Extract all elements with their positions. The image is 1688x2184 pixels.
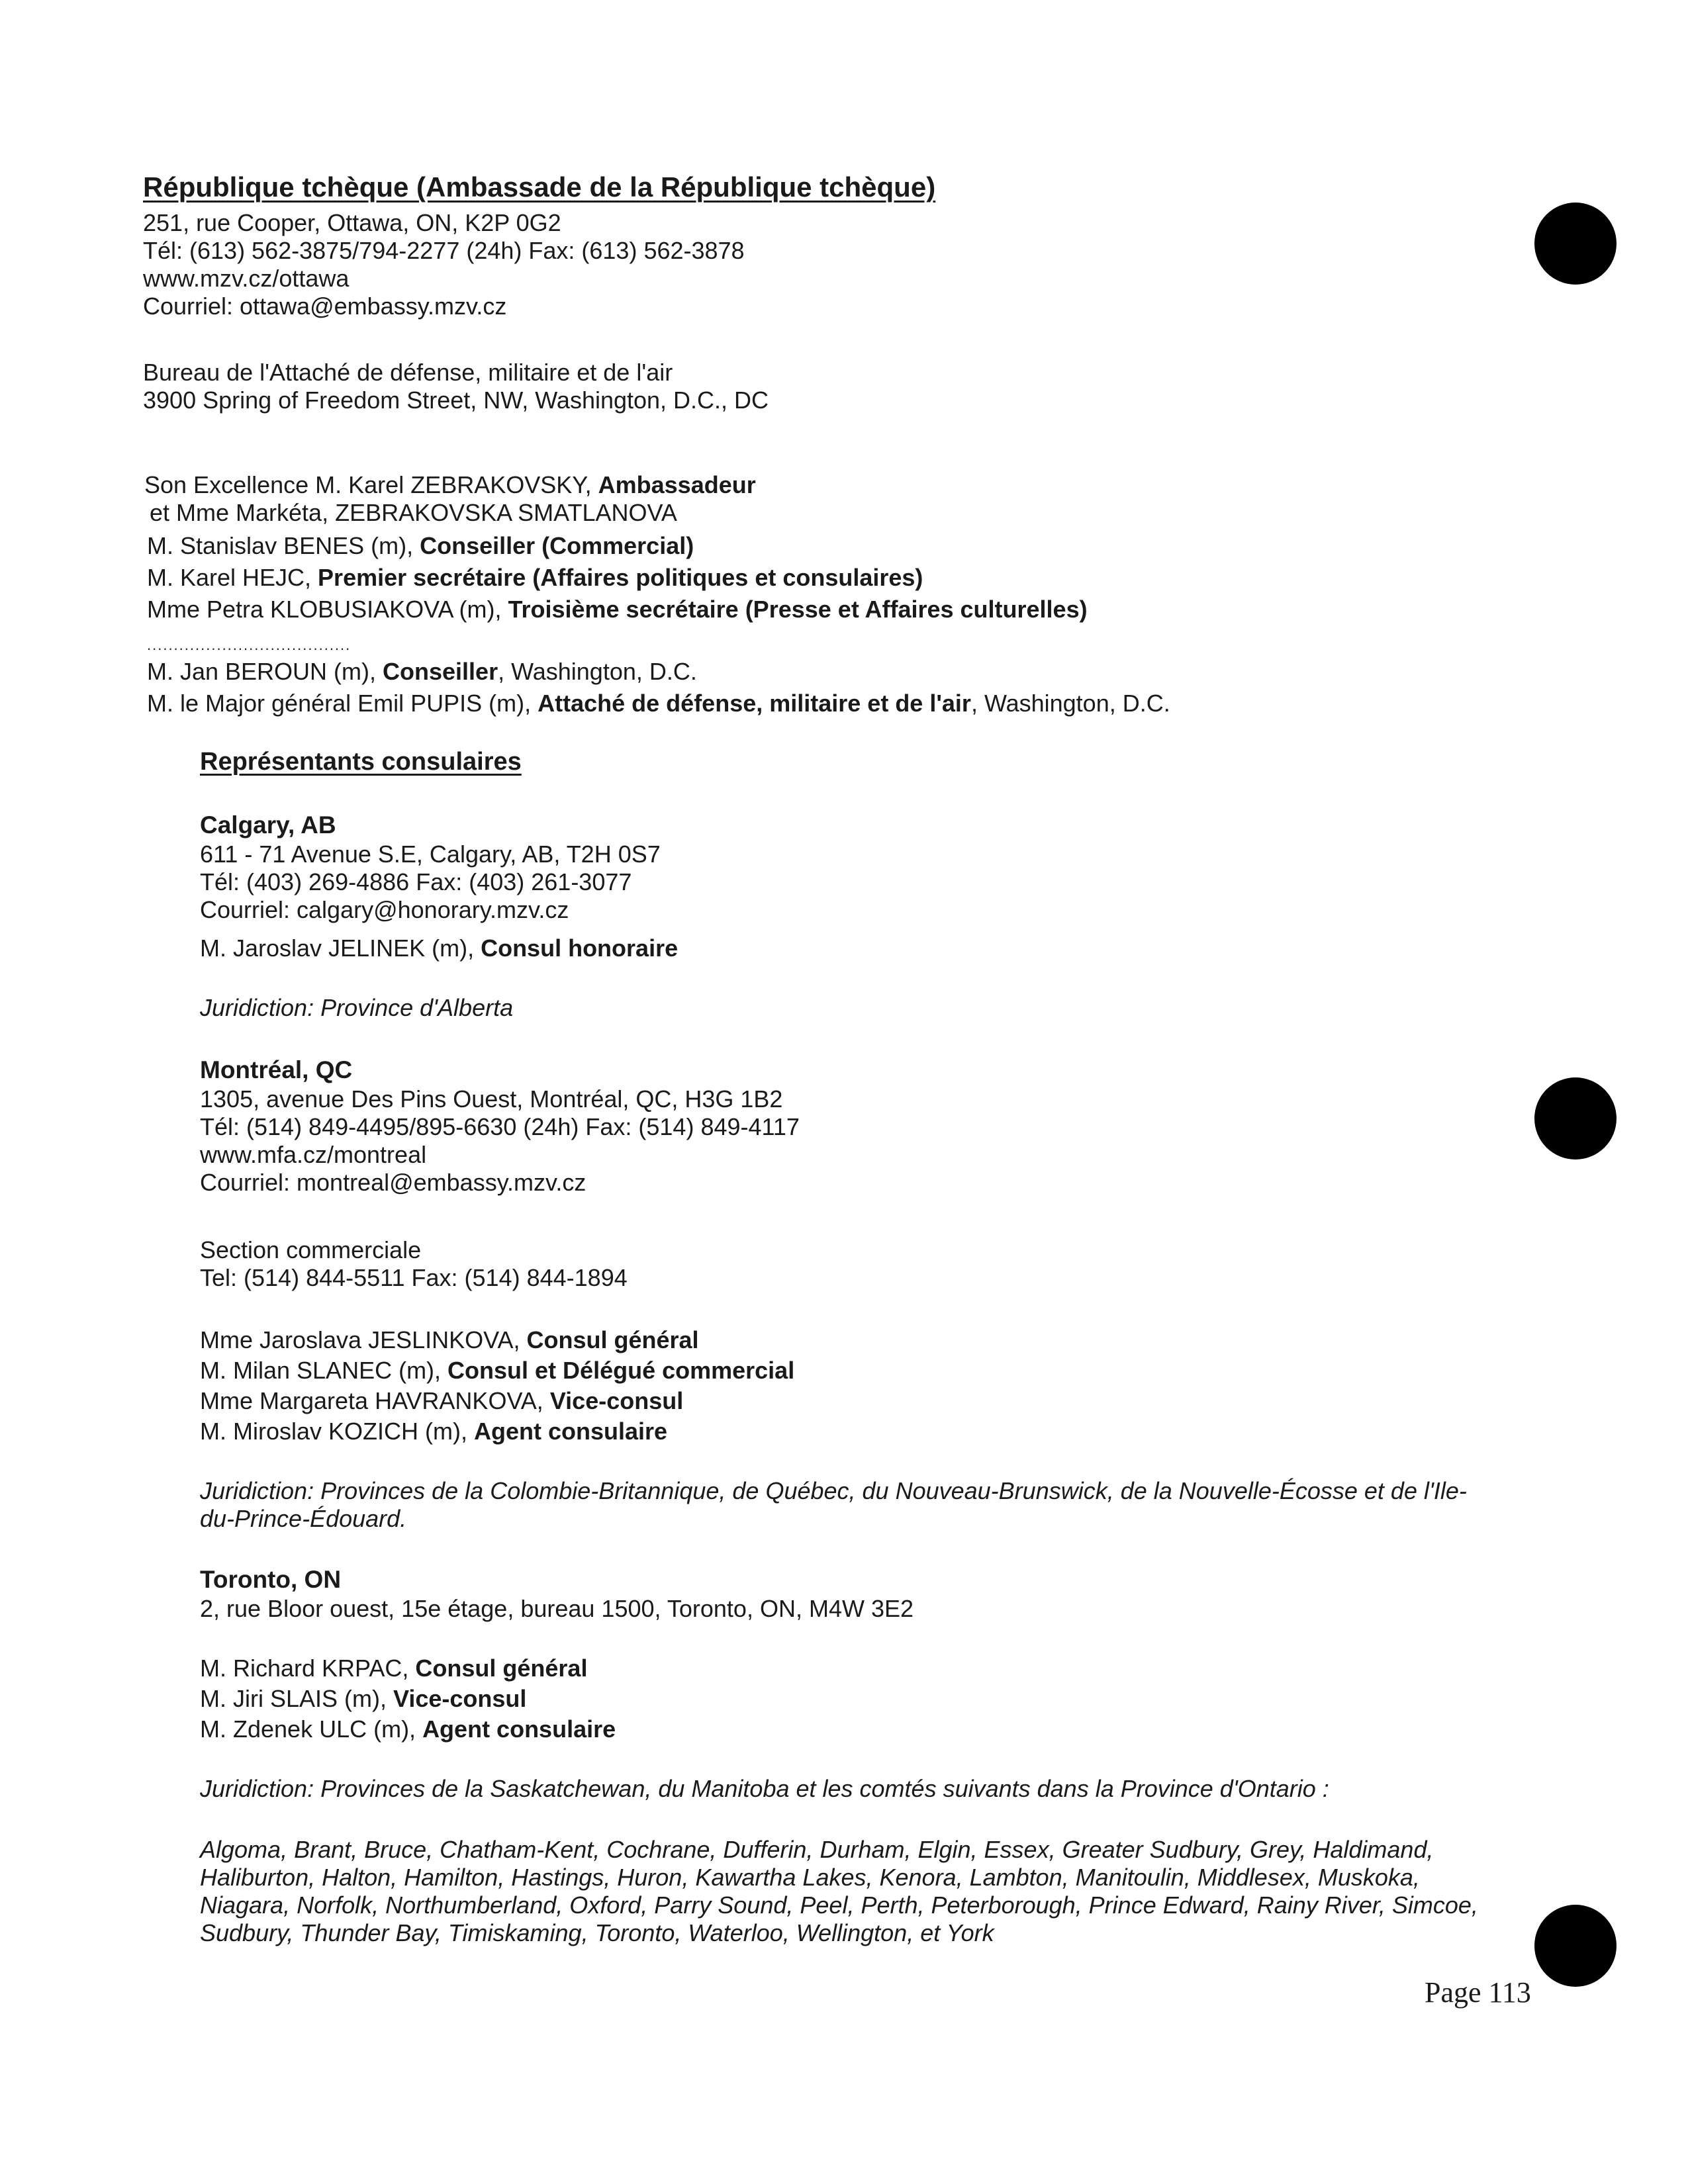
staff-name: Mme Jaroslava JESLINKOVA,	[200, 1326, 527, 1353]
staff-name: M. le Major général Emil PUPIS (m),	[147, 690, 538, 717]
staff-line	[200, 1418, 667, 1445]
staff-role: Consul général	[415, 1655, 588, 1682]
consular-heading: Représentants consulaires	[200, 748, 522, 776]
staff-line	[200, 1387, 683, 1415]
embassy-website: www.mzv.cz/ottawa	[143, 265, 350, 292]
staff-role: Agent consulaire	[473, 1418, 668, 1445]
staff-location: , Washington, D.C.	[970, 690, 1170, 717]
staff-role: Vice-consul	[549, 1387, 684, 1414]
staff-name: M. Zdenek ULC (m),	[200, 1715, 423, 1743]
calgary-city: Calgary, AB	[200, 811, 336, 839]
staff-role: Consul et Délégué commercial	[447, 1357, 795, 1384]
toronto-counties-line: Haliburton, Halton, Hamilton, Hastings, Huron, Kawartha Lakes, Kenora, Lambton, Manitoulin, Middlesex, Muskoka,	[200, 1864, 1420, 1891]
separator-dots: ......................................	[147, 637, 352, 653]
staff-name: M. Richard KRPAC,	[200, 1655, 416, 1682]
montreal-commercial-phone: Tel: (514) 844-5511 Fax: (514) 844-1894	[200, 1264, 628, 1291]
montreal-jurisdiction-line: du-Prince-Édouard.	[200, 1505, 407, 1532]
montreal-phone: Tél: (514) 849-4495/895-6630 (24h) Fax: (514) 849-4117	[200, 1113, 800, 1140]
embassy-phone: Tél: (613) 562-3875/794-2277 (24h) Fax: (613) 562-3878	[143, 237, 745, 264]
staff-name: M. Jaroslav JELINEK (m),	[200, 934, 481, 962]
staff-role: Agent consulaire	[422, 1715, 616, 1743]
punch-hole	[1534, 1905, 1617, 1987]
punch-hole	[1534, 1077, 1617, 1160]
staff-name: Mme Petra KLOBUSIAKOVA (m),	[147, 596, 508, 623]
montreal-address: 1305, avenue Des Pins Ouest, Montréal, QC, H3G 1B2	[200, 1085, 783, 1113]
staff-role: Consul général	[526, 1326, 699, 1353]
montreal-commercial-section: Section commerciale	[200, 1236, 422, 1263]
toronto-jurisdiction: Juridiction: Provinces de la Saskatchewan, du Manitoba et les comtés suivants dans la Province d'Ontario :	[200, 1775, 1329, 1802]
page-number: Page 113	[1425, 1976, 1531, 2009]
staff-name: M. Milan SLANEC (m),	[200, 1357, 448, 1384]
montreal-website: www.mfa.cz/montreal	[200, 1141, 427, 1168]
staff-name: M. Miroslav KOZICH (m),	[200, 1418, 474, 1445]
defense-office-address: 3900 Spring of Freedom Street, NW, Washington, D.C., DC	[143, 387, 769, 414]
staff-line	[200, 1715, 616, 1743]
embassy-address: 251, rue Cooper, Ottawa, ON, K2P 0G2	[143, 209, 561, 236]
staff-line	[200, 1655, 587, 1682]
montreal-email: Courriel: montreal@embassy.mzv.cz	[200, 1169, 586, 1196]
calgary-email: Courriel: calgary@honorary.mzv.cz	[200, 896, 569, 923]
toronto-address: 2, rue Bloor ouest, 15e étage, bureau 1500, Toronto, ON, M4W 3E2	[200, 1595, 914, 1622]
staff-name: Mme Margareta HAVRANKOVA,	[200, 1387, 550, 1414]
staff-location: , Washington, D.C.	[498, 658, 697, 685]
staff-role: Conseiller (Commercial)	[420, 532, 694, 559]
staff-line	[144, 471, 756, 499]
staff-line	[200, 1685, 526, 1713]
staff-line	[200, 1357, 794, 1385]
calgary-address: 611 - 71 Avenue S.E, Calgary, AB, T2H 0S7	[200, 841, 661, 868]
toronto-city: Toronto, ON	[200, 1566, 342, 1593]
staff-role: Conseiller	[383, 658, 498, 685]
staff-line	[147, 596, 1088, 623]
staff-role: Consul honoraire	[481, 934, 679, 962]
staff-line	[147, 658, 697, 686]
staff-name: et Mme Markéta, ZEBRAKOVSKA SMATLANOVA	[150, 499, 677, 526]
embassy-title: République tchèque (Ambassade de la République tchèque)	[143, 171, 936, 203]
montreal-city: Montréal, QC	[200, 1056, 353, 1083]
staff-role: Premier secrétaire (Affaires politiques et consulaires)	[318, 564, 923, 591]
staff-name: M. Karel HEJC,	[147, 564, 318, 591]
staff-name: M. Jan BEROUN (m),	[147, 658, 383, 685]
staff-role: Troisième secrétaire (Presse et Affaires culturelles)	[508, 596, 1088, 623]
punch-hole	[1534, 203, 1617, 285]
staff-line	[200, 1326, 699, 1354]
staff-name: M. Jiri SLAIS (m),	[200, 1685, 394, 1712]
staff-line	[147, 564, 923, 592]
calgary-phone: Tél: (403) 269-4886 Fax: (403) 261-3077	[200, 868, 632, 895]
staff-role: Vice-consul	[393, 1685, 527, 1712]
embassy-email: Courriel: ottawa@embassy.mzv.cz	[143, 293, 507, 320]
staff-role: Attaché de défense, militaire et de l'air	[538, 690, 971, 717]
calgary-jurisdiction: Juridiction: Province d'Alberta	[200, 994, 514, 1021]
staff-line	[200, 934, 678, 962]
defense-office-name: Bureau de l'Attaché de défense, militaire et de l'air	[143, 359, 673, 386]
staff-role: Ambassadeur	[598, 471, 756, 498]
staff-line	[150, 499, 677, 527]
toronto-counties-line: Algoma, Brant, Bruce, Chatham-Kent, Cochrane, Dufferin, Durham, Elgin, Essex, Greater Sudbury, Grey, Haldimand,	[200, 1836, 1434, 1863]
staff-line	[147, 690, 1170, 717]
toronto-counties-line: Niagara, Norfolk, Northumberland, Oxford, Parry Sound, Peel, Perth, Peterborough, Prince Edward, Rainy River, Simcoe,	[200, 1891, 1478, 1919]
staff-line	[147, 532, 694, 560]
toronto-counties-line: Sudbury, Thunder Bay, Timiskaming, Toronto, Waterloo, Wellington, et York	[200, 1919, 994, 1946]
staff-name: Son Excellence M. Karel ZEBRAKOVSKY,	[144, 471, 598, 498]
staff-name: M. Stanislav BENES (m),	[147, 532, 420, 559]
montreal-jurisdiction-line: Juridiction: Provinces de la Colombie-Britannique, de Québec, du Nouveau-Brunswick, de la Nouvelle-Écosse et de l'Ile-	[200, 1477, 1467, 1504]
